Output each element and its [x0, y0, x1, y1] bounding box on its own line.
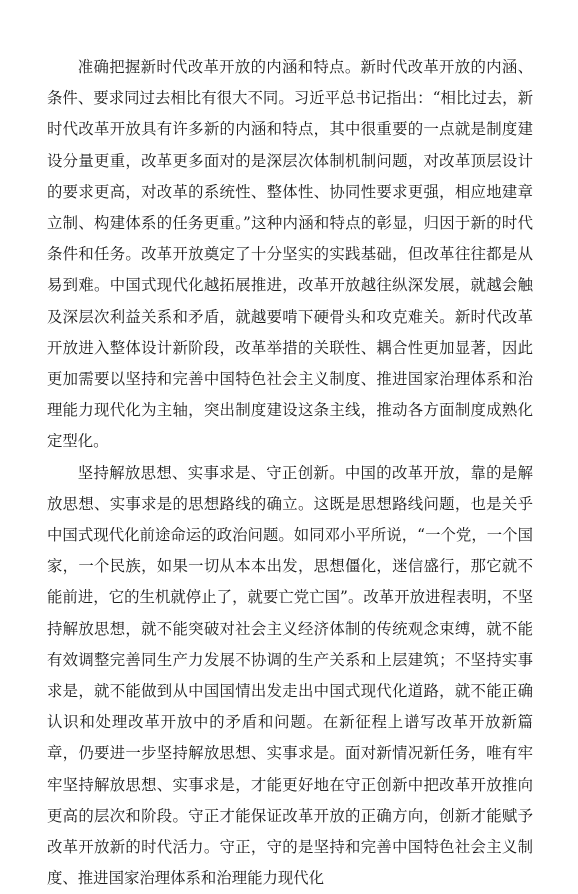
document-page — [47, 52, 533, 888]
paragraph-1: 准确把握新时代改革开放的内涵和特点。新时代改革开放的内涵、条件、要求同过去相比有很大不同。习近平总书记指出：“相比过去，新时代改革开放具有许多新的内涵和特点，其中很重要的一点就是制度建设分量更重，改革更多面对的是深层次体制机制问题，对改革顶层设计的要求更高，对改革的系统性、整体性、协同性要求更强，相应地建章立制、构建体系的任务更重。”这种内涵和特点的彰显，归因于新的时代条件和任务。改革开放奠定了十分坚实的实践基础，但改革往往都是从易到难。中国式现代化越拓展推进，改革开放越往纵深发展，就越会触及深层次利益关系和矛盾，就越要啃下硬骨头和攻克难关。新时代改革开放进入整体设计新阶段，改革举措的关联性、耦合性更加显著，因此更加需要以坚持和完善中国特色社会主义制度、推进国家治理体系和治理能力现代化为主轴，突出制度建设这条主线，推动各方面制度成熟化定型化。 — [47, 58, 533, 451]
paragraph-2: 坚持解放思想、实事求是、守正创新。中国的改革开放，靠的是解放思想、实事求是的思想路线的确立。这既是思想路线问题，也是关乎中国式现代化前途命运的政治问题。如同邓小平所说，“一个党，一个国家，一个民族，如果一切从本本出发，思想僵化，迷信盛行，那它就不能前进，它的生机就停止了，就要亡党亡国”。改革开放进程表明，不坚持解放思想，就不能突破对社会主义经济体制的传统观念束缚，就不能有效调整完善同生产力发展不协调的生产关系和上层建筑；不坚持实事求是，就不能做到从中国国情出发走出中国式现代化道路，就不能正确认识和处理改革开放中的矛盾和问题。在新征程上谱写改革开放新篇章，仍要进一步坚持解放思想、实事求是。面对新情况新任务，唯有牢牢坚持解放思想、实事求是，才能更好地在守正创新中把改革开放推向更高的层次和阶段。守正才能保证改革开放的正确方向，创新才能赋予改革开放新的时代活力。守正，守的是坚持和完善中国特色社会主义制度、推进国家治理体系和治理能力现代化 — [47, 463, 533, 888]
